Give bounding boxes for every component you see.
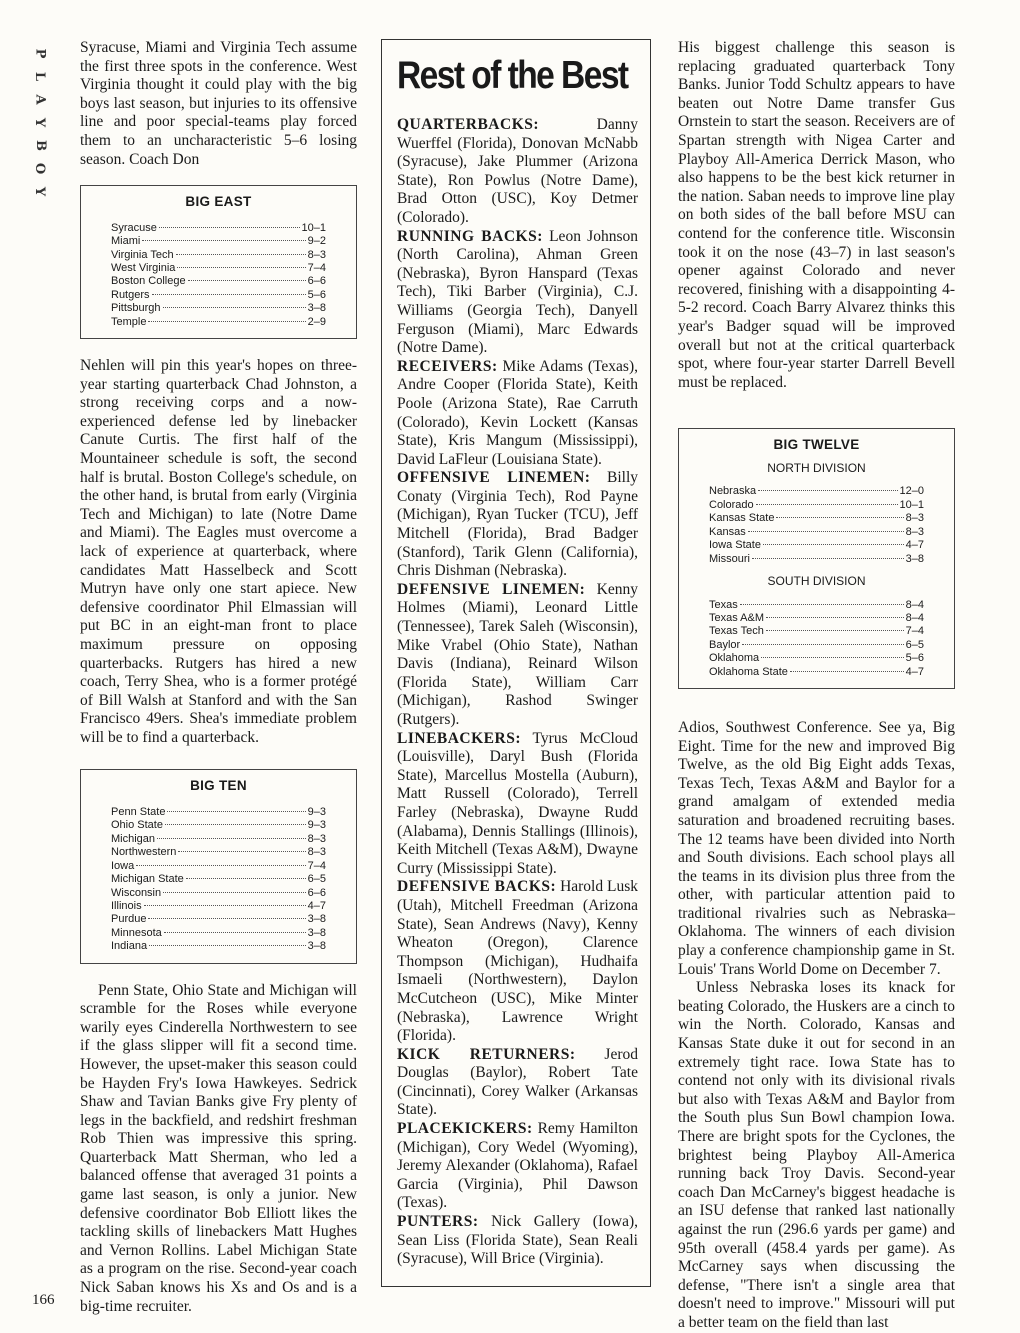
- dot-leader: [756, 504, 898, 505]
- position-label: QUARTERBACKS:: [397, 116, 540, 133]
- dot-leader: [148, 918, 305, 919]
- team-name: Indiana: [111, 940, 148, 953]
- magazine-sidebar-label: [28, 42, 52, 203]
- standings-row: [111, 846, 326, 859]
- team-name: Colorado: [709, 498, 754, 511]
- dot-leader: [177, 267, 305, 268]
- dot-leader: [149, 945, 306, 946]
- team-name: Illinois: [111, 899, 142, 912]
- dot-leader: [766, 617, 904, 618]
- player-list: Jerod Douglas (Baylor), Robert Tate (Cincinnati), Corey Walker (Arkansas State).: [397, 1045, 638, 1119]
- team-record: 6–5: [905, 638, 924, 651]
- standings-row: [709, 485, 924, 498]
- team-record: 3–8: [307, 940, 326, 953]
- dot-leader: [144, 905, 306, 906]
- team-name: Boston College: [111, 275, 186, 288]
- player-list: Leon Johnson (North Carolina), Ahman Green (Nebraska), Byron Hanspard (Texas Tech), Tiki Barber (Virginia), C.J. Williams (Georgia Tech), Danyell Ferguson (Miami), Marc Edwards (Notre Dame).: [397, 227, 638, 357]
- dot-leader: [178, 851, 305, 852]
- dot-leader: [766, 630, 904, 631]
- dot-leader: [152, 294, 306, 295]
- team-record: 12–0: [899, 485, 924, 498]
- player-list: Kenny Holmes (Miami), Leonard Little (Tennessee), Tarek Saleh (Wisconsin), Mike Vrabel (Ohio State), Nathan Davis (Indiana), Reinard Wilson (Florida State), William Carr (Michigan), Rashod Swinger (Rutgers).: [397, 580, 638, 728]
- standings-row: [709, 625, 924, 638]
- player-list: Mike Adams (Texas), Andre Cooper (Florida State), Keith Poole (Arizona State), Rae Carruth (Colorado), Kevin Lockett (Kansas State), Kris Mangum (Mississippi), David LaFleur (Louisiana State).: [397, 357, 638, 468]
- standings-row: [111, 806, 326, 819]
- dot-leader: [167, 811, 305, 812]
- sidebar-letter: B: [32, 140, 48, 151]
- big-east-standings-box: [80, 185, 357, 339]
- article-paragraph: Nehlen will pin this year's hopes on three-year starting quarterback Chad Johnston, a strong receiving corps and a now-experienced defense led by linebacker Canute Curtis. The first half of the Mountaineer schedule is soft, the second half is brutal. Boston College's schedule, on the other hand, is brutal from early (Virginia Tech and Michigan) to late (Notre Dame and Miami). The Eagles must overcome a lack of experience at quarterback, where candidates Matt Hasselbeck and Scott Mutryn have only one start apiece. New defensive coordinator Phil Elmassian will put BC in an eight-man front to place maximum pressure on opposing quarterbacks. Rutgers has hired a new coach, Terry Shea, who is a former protégé of Bill Walsh at Stanford and with the San Francisco 49ers. Shea's immediate problem will be to find a quarterback.: [80, 357, 357, 746]
- team-name: Michigan State: [111, 873, 184, 886]
- dot-leader: [748, 531, 904, 532]
- standings-row: [709, 599, 924, 612]
- sidebar-letter: Y: [32, 186, 48, 197]
- player-list: Nick Gallery (Iowa), Sean Liss (Florida State), Sean Reali (Syracuse), Will Brice (Virginia).: [397, 1213, 638, 1268]
- page-number: 166: [32, 1292, 55, 1308]
- position-entry: [397, 581, 638, 730]
- player-list: Tyrus McCloud (Louisville), Daryl Bush (Florida State), Marcellus Mostella (Auburn), Matt Russell (Colorado), Terrell Farley (Nebraska), Dwayne Rudd (Alabama), Dennis Stallings (Illinois), Keith Mitchell (Texas A&M), Dwayne Curry (Mississippi State).: [397, 729, 638, 877]
- position-label: PUNTERS:: [397, 1213, 479, 1231]
- team-name: Purdue: [111, 913, 147, 926]
- standings-list: [709, 485, 924, 565]
- standings-row: [111, 940, 326, 953]
- team-name: Missouri: [709, 552, 750, 565]
- sidebar-letter: Y: [32, 117, 48, 128]
- standings-row: [709, 499, 924, 512]
- dot-leader: [142, 240, 305, 241]
- article-paragraph: His biggest challenge this season is replacing graduated quarterback Tony Banks. Junior Todd Schultz appears to have beaten out Notre Dame transfer Gus Ornstein to start the season. Receivers are of Spartan strength with Nigea Carter and Playboy All-America Derrick Mason, who also happens to be the best kick returner in the nation. Saban needs to improve line play on both sides of the ball before MSU can contend for the conference title. Wisconsin took it on the nose (43–7) in last season's opener against Colorado and never recovered, finishing with a disappointing 4-5-2 record. Coach Barry Alvarez thinks this year's Badger squad will be improved overall but not at the critical quarterback spot, where four-year starter Darrell Bevell must be replaced.: [678, 39, 955, 391]
- team-name: Kansas State: [709, 512, 775, 525]
- team-record: 3–8: [307, 913, 326, 926]
- standings-row: [111, 302, 326, 315]
- team-record: 7–4: [905, 625, 924, 638]
- team-name: Nebraska: [709, 485, 757, 498]
- team-name: Texas Tech: [709, 625, 764, 638]
- team-record: 7–4: [307, 859, 326, 872]
- team-record: 9–2: [307, 235, 326, 248]
- article-paragraph: Syracuse, Miami and Virginia Tech assume the first three spots in the conference. West Virginia thought it could play with the big boys last season, but injuries to its offensive line and poor special-teams play forced them to an uncharacteristic 5–6 losing season. Coach Don: [80, 39, 357, 168]
- standings-row: [111, 275, 326, 288]
- standings-list: [111, 222, 326, 329]
- dot-leader: [163, 307, 306, 308]
- standings-row: [111, 873, 326, 886]
- standings-row: [709, 553, 924, 566]
- standings-row: [111, 235, 326, 248]
- dot-leader: [740, 604, 904, 605]
- position-entry: [397, 116, 638, 228]
- team-name: Michigan: [111, 832, 156, 845]
- dot-leader: [188, 280, 306, 281]
- sidebar-letter: P: [32, 48, 48, 59]
- dot-leader: [157, 838, 306, 839]
- standings-row: [111, 819, 326, 832]
- box-title: Rest of the Best: [397, 54, 628, 97]
- player-list: Harold Lusk (Utah), Mitchell Freedman (Arizona State), Sean Andrews (Navy), Kenny Wheaton (Oregon), Clarence Thompson (Michigan), Hudhaifa Ismaeli (Northwestern), Daylon McCutcheon (USC), Mike Minter (Nebraska), Lawrence Wright (Florida).: [397, 878, 638, 1045]
- team-name: Syracuse: [111, 221, 157, 234]
- standings-row: [709, 652, 924, 665]
- position-label: RECEIVERS:: [397, 357, 498, 375]
- position-entry: [397, 358, 638, 470]
- standings-row: [111, 222, 326, 235]
- dot-leader: [761, 657, 904, 658]
- team-record: 6–6: [307, 275, 326, 288]
- team-record: 9–3: [307, 819, 326, 832]
- dot-leader: [164, 932, 306, 933]
- article-column-1: [80, 39, 357, 1316]
- standings-row: [111, 887, 326, 900]
- team-record: 7–4: [307, 261, 326, 274]
- player-list: Danny Wuerffel (Florida), Donovan McNabb (Syracuse), Jake Plummer (Arizona State), Ron Powlus (Notre Dame), Brad Otton (USC), Koy Detmer (Colorado).: [397, 116, 638, 226]
- dot-leader: [776, 517, 903, 518]
- position-label: RUNNING BACKS:: [397, 227, 543, 245]
- position-entry: [397, 1046, 638, 1120]
- team-record: 8–3: [307, 832, 326, 845]
- team-record: 6–6: [307, 886, 326, 899]
- team-name: Temple: [111, 315, 147, 328]
- team-name: Baylor: [709, 638, 741, 651]
- dot-leader: [136, 865, 305, 866]
- article-paragraph: Penn State, Ohio State and Michigan will scramble for the Roses while everyone warily eyes Cinderella Northwestern to see if the glass slipper will fit a second time. However, the upset-maker this season could be Hayden Fry's Iowa Hawkeyes. Sedrick Shaw and Tavian Banks give Fry plenty of legs in the backfield, and redshirt freshman Rob Thien was impressive this spring. Quarterback Matt Sherman, who led a balanced offense that averaged 31 points a game last season, is only a junior. New defensive coordinator Bob Elliott likes the tackling skills of linebackers Matt Hughes and Vernon Rollins. Label Michigan State as a program on the rise. Second-year coach Nick Saban knows his Xs and Os and is a big-time recruiter.: [80, 981, 357, 1315]
- team-record: 8–3: [905, 512, 924, 525]
- team-name: Iowa State: [709, 539, 761, 552]
- standings-row: [709, 539, 924, 552]
- position-entry: [397, 228, 638, 358]
- dot-leader: [148, 321, 305, 322]
- team-record: 3–8: [307, 302, 326, 315]
- dot-leader: [165, 824, 306, 825]
- standings-title: BIG EAST: [185, 194, 252, 210]
- team-record: 4–7: [905, 665, 924, 678]
- standings-row: [111, 316, 326, 329]
- dot-leader: [758, 490, 897, 491]
- dot-leader: [159, 227, 300, 228]
- team-record: 5–6: [307, 288, 326, 301]
- standings-row: [709, 612, 924, 625]
- team-name: West Virginia: [111, 261, 176, 274]
- position-entry: [397, 878, 638, 1045]
- standings-row: [709, 666, 924, 679]
- sidebar-letter: L: [32, 71, 48, 82]
- team-name: Texas A&M: [709, 611, 765, 624]
- dot-leader: [790, 671, 904, 672]
- position-entry: [397, 730, 638, 879]
- standings-list: [709, 599, 924, 679]
- position-label: DEFENSIVE LINEMEN:: [397, 580, 586, 598]
- team-name: Oklahoma State: [709, 665, 788, 678]
- team-name: Ohio State: [111, 819, 163, 832]
- standings-list: [111, 806, 326, 953]
- position-label: LINEBACKERS:: [397, 729, 521, 747]
- team-record: 5–6: [905, 652, 924, 665]
- team-record: 3–8: [905, 552, 924, 565]
- team-name: Northwestern: [111, 846, 177, 859]
- standings-title: BIG TWELVE: [773, 437, 860, 453]
- standings-row: [111, 913, 326, 926]
- standings-row: [111, 927, 326, 940]
- article-paragraph: Adios, Southwest Conference. See ya, Big Eight. Time for the new and improved Big Twelve, as the old Big Eight adds Texas, Texas Tech, Texas A&M and Baylor for a grand amalgam of extended media saturation and broadened recruiting bases. The 12 teams have been divided into North and South divisions. Each school plays all the teams in its division plus three from the other, with particular attention paid to traditional rivalries such as Nebraska–Oklahoma. The winners of each division play a conference championship game in St. Louis' Trans World Dome on December 7.: [678, 718, 955, 978]
- team-record: 6–5: [307, 873, 326, 886]
- team-record: 10–1: [899, 498, 924, 511]
- position-label: OFFENSIVE LINEMEN:: [397, 469, 591, 487]
- division-label: NORTH DIVISION: [767, 460, 866, 475]
- team-name: Virginia Tech: [111, 248, 174, 261]
- team-record: 4–7: [307, 899, 326, 912]
- sidebar-letter: O: [32, 162, 48, 175]
- team-record: 8–4: [905, 598, 924, 611]
- team-name: Minnesota: [111, 926, 162, 939]
- team-name: Pittsburgh: [111, 302, 161, 315]
- team-record: 8–3: [307, 846, 326, 859]
- dot-leader: [176, 254, 306, 255]
- dot-leader: [742, 644, 903, 645]
- big-twelve-standings-box: [678, 428, 955, 689]
- team-name: Oklahoma: [709, 652, 760, 665]
- standings-row: [709, 512, 924, 525]
- team-record: 2–9: [307, 315, 326, 328]
- team-record: 4–7: [905, 539, 924, 552]
- team-name: Miami: [111, 235, 141, 248]
- division-label: SOUTH DIVISION: [767, 573, 866, 588]
- article-paragraph: Unless Nebraska loses its knack for beating Colorado, the Huskers are a cinch to win the North. Colorado, Kansas and Kansas State duke it out for second in an extremely tight race. Iowa State has to contend not only with its divisional rivals but also with Texas A&M and Baylor from the South plus Sun Bowl champion Iowa. There are bright spots for the Cyclones, the brightest being Playboy All-America running back Troy Davis. Second-year coach Dan McCarney's biggest headache is an ISU defense that ranked last nationally against the run (296.6 yards per game) and 95th overall (458.4 yards per game). As McCarney says when discussing the defense, "There isn't a single area that doesn't need to improve." Missouri will put a better team on the field than last: [678, 979, 955, 1331]
- team-record: 9–3: [307, 806, 326, 819]
- team-name: Wisconsin: [111, 886, 162, 899]
- dot-leader: [186, 878, 306, 879]
- dot-leader: [752, 558, 904, 559]
- position-entry: [397, 1213, 638, 1269]
- standings-row: [111, 289, 326, 302]
- team-record: 8–4: [905, 611, 924, 624]
- standings-row: [111, 900, 326, 913]
- position-label: DEFENSIVE BACKS:: [397, 878, 557, 896]
- standings-row: [111, 249, 326, 262]
- team-name: Texas: [709, 598, 738, 611]
- standings-row: [111, 860, 326, 873]
- standings-row: [111, 262, 326, 275]
- dot-leader: [763, 544, 904, 545]
- box-body: [397, 116, 638, 1269]
- rest-of-the-best-box: [381, 39, 651, 1287]
- sidebar-letter: A: [32, 94, 48, 105]
- team-record: 10–1: [301, 221, 326, 234]
- position-label: PLACEKICKERS:: [397, 1120, 533, 1138]
- team-name: Kansas: [709, 525, 746, 538]
- team-name: Iowa: [111, 859, 135, 872]
- player-list: Billy Conaty (Virginia Tech), Rod Payne (Michigan), Ryan Tucker (TCU), Jeff Mitchell (Florida), Brad Badger (Stanford), Tarik Glenn (California), Chris Dishman (Nebraska).: [397, 469, 639, 580]
- position-entry: [397, 1120, 638, 1213]
- article-column-3: [678, 39, 955, 1333]
- team-record: 3–8: [307, 926, 326, 939]
- position-label: KICK RETURNERS:: [397, 1045, 576, 1063]
- standings-title: BIG TEN: [190, 778, 247, 794]
- team-name: Rutgers: [111, 288, 150, 301]
- team-name: Penn State: [111, 806, 166, 819]
- standings-row: [111, 833, 326, 846]
- big-ten-standings-box: [80, 769, 357, 963]
- team-record: 8–3: [905, 525, 924, 538]
- dot-leader: [163, 892, 306, 893]
- player-list: Remy Hamilton (Michigan), Cory Wedel (Wyoming), Jeremy Alexander (Oklahoma), Rafael Garcia (Virginia), Phil Dawson (Texas).: [397, 1120, 639, 1212]
- team-record: 8–3: [307, 248, 326, 261]
- position-entry: [397, 469, 638, 581]
- standings-row: [709, 639, 924, 652]
- standings-row: [709, 526, 924, 539]
